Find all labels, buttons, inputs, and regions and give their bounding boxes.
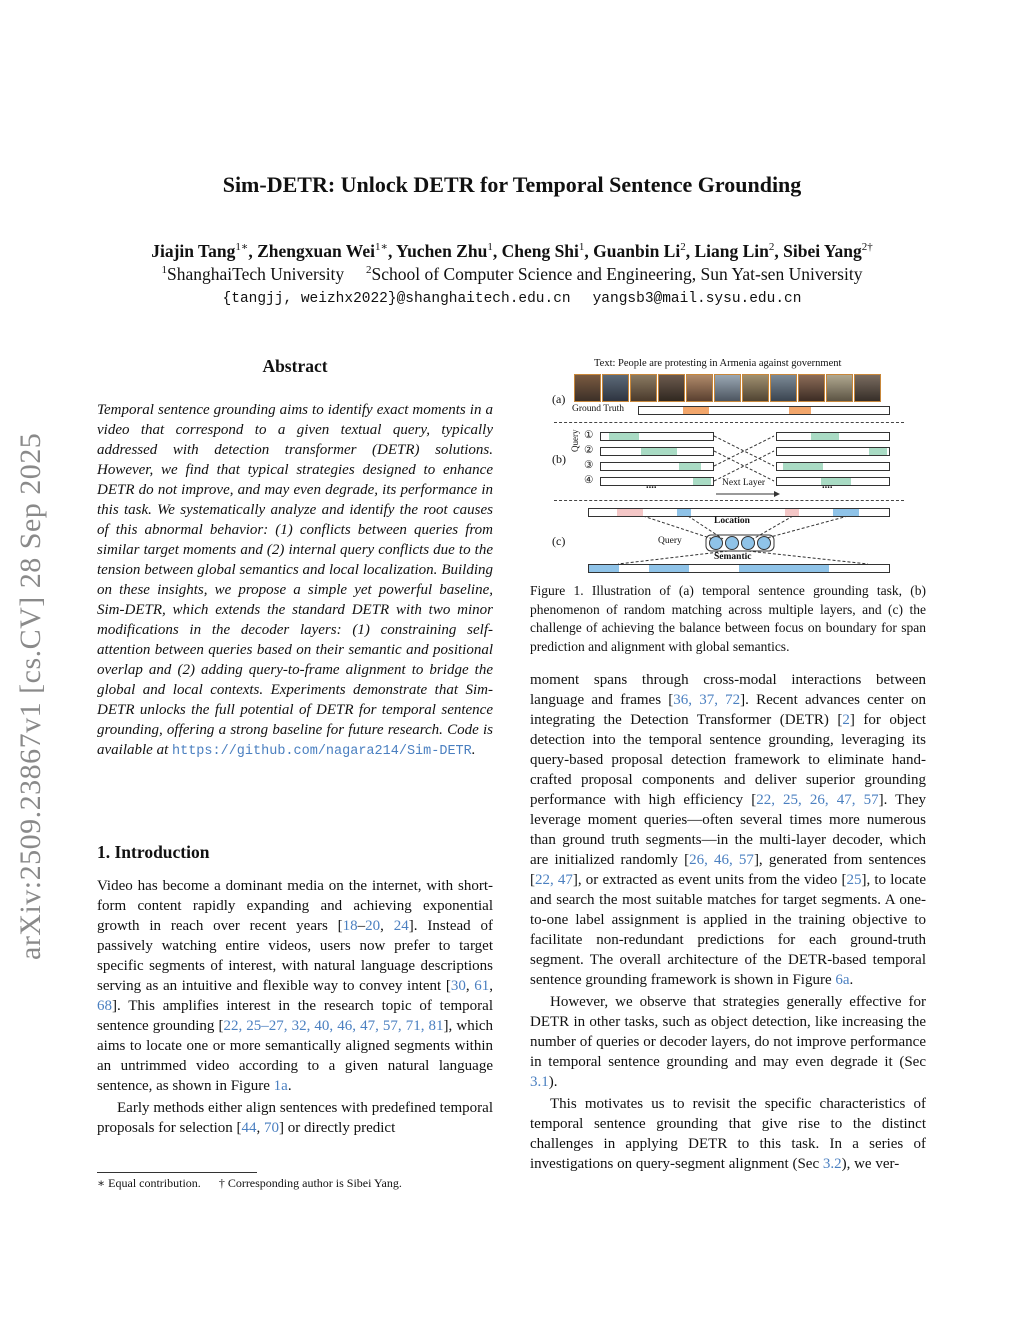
query-number: ④: [584, 475, 594, 486]
citation-link[interactable]: 24: [393, 918, 409, 934]
footnote: † Corresponding author is Sibei Yang.: [218, 1176, 402, 1190]
abstract-body: Temporal sentence grounding aims to identify exact moments in a video that correspond to a given textual query, typically addressed with detection transformer (DETR) solutions. However, we find that typical strategies designed to enhance DETR do not improve, and may even degrade, its performance in this task. We systematically analyze and identify the root causes of this abnormal behavior: (1) conflicts between queries from similar target moments and (2) internal query conflicts due to the tension between global semantics and local localization. Building on these insights, we propose a simple yet powerful baseline, Sim-DETR, which extends the standard DETR with two minor modifications in the decoder layers: (1) constraining self-attention between queries based on their semantic and positional overlap and (2) adding query-to-frame alignment to bridge the global and local contexts. Experiments demonstrate that Sim-DETR unlocks the full potential of DETR for temporal sentence grounding, offering a strong baseline for future research. Code is available at https://github.com/nagara214/Sim-DETR.: [97, 402, 493, 759]
citation-link[interactable]: 22, 25–27, 32, 40, 46, 47, 57, 71, 81: [223, 1018, 444, 1034]
affiliation: School of Computer Science and Engineering, Sun Yat-sen University: [371, 264, 863, 284]
section-link[interactable]: 3.1: [530, 1074, 549, 1090]
query-circle: [710, 537, 723, 550]
query-vertical-label: Query: [570, 429, 580, 452]
author-list: Jiajin Tang$^{1∗}$, Zhengxuan Wei$^{1∗}$, Yuchen Zhu$^1$, Cheng Shi$^1$, Guanbin Li$^2$, Liang Lin$^2$, Sibei Yang$^{2\dagger}$: [151, 240, 873, 261]
citation-link[interactable]: 2: [842, 712, 850, 728]
figure-link[interactable]: 1a: [273, 1078, 288, 1094]
paper-title: Sim-DETR: Unlock DETR for Temporal Sentence Grounding: [222, 172, 802, 197]
query-label: Query: [658, 536, 682, 546]
section-link[interactable]: 3.2: [822, 1156, 842, 1172]
query-circle: [758, 537, 771, 550]
email: {tangjj, weizhx2022}@shanghaitech.edu.cn: [222, 291, 571, 307]
query-number: ③: [584, 460, 594, 471]
figure-link[interactable]: 6a: [835, 972, 850, 988]
right-column-body: [530, 670, 926, 1174]
citation-link[interactable]: 68: [97, 998, 112, 1014]
author: Guanbin Li: [593, 240, 681, 261]
footnote-rule: [97, 1172, 257, 1173]
author: Sibei Yang: [783, 240, 862, 261]
citation-link[interactable]: 25: [846, 872, 862, 888]
affiliations: $^1$ShanghaiTech University $^2$School of Computer Science and Engineering, Sun Yat-sen University: [161, 264, 863, 284]
arrow-line: [748, 551, 868, 564]
arrow-line: [763, 516, 848, 539]
author: Zhengxuan Wei: [257, 240, 375, 261]
ground-truth-label: Ground Truth: [572, 404, 624, 414]
arxiv-stamp: arXiv:2509.23867v1 [cs.CV] 28 Sep 2025: [14, 432, 47, 960]
paragraph: This motivates us to revisit the specific characteristics of temporal sentence grounding that give rise to the distinct challenges in applying DETR to this task. In a series of investigations on query-segment alignment (Sec 3.2), we ver-: [530, 1096, 926, 1172]
code-link[interactable]: https://github.com/nagara214/Sim-DETR: [172, 744, 472, 759]
citation-link[interactable]: 30: [450, 978, 466, 994]
citation-link[interactable]: 20: [365, 918, 381, 934]
emails: [0, 291, 1024, 307]
citation-link[interactable]: 70: [264, 1120, 280, 1136]
ellipsis: ....: [646, 480, 657, 491]
citation-link[interactable]: 36, 37, 72: [673, 692, 741, 708]
arrow-line: [753, 516, 793, 539]
figure-label-c: (c): [552, 534, 566, 548]
paragraph: However, we observe that strategies generally effective for DETR in other tasks, such as object detection, like increasing the number of queries or decoder layers, do not improve performance in temporal sentence grounding and may even degrade it (Sec 3.1).: [530, 994, 926, 1090]
citation-link[interactable]: 22, 47: [535, 872, 573, 888]
abstract-heading: Abstract: [262, 356, 328, 376]
footnotes: [97, 1176, 402, 1191]
query-number: ②: [584, 445, 594, 456]
figure-caption: Figure 1. Illustration of (a) temporal sentence grounding task, (b) phenomenon of random matching across multiple layers, and (c) the challenge of achieving the balance between focus on boundary for span prediction and alignment with global semantics.: [530, 583, 926, 654]
paragraph: moment spans through cross-modal interactions between language and frames [36, 37, 72]. Recent advances center on integrating the Detection Transformer (DETR) [2] for object detection into the temporal sentence grounding, leveraging its query-based proposal detection framework to eliminate hand-crafted proposal components and deliver superior grounding performance with high efficiency [22, 25, 26, 47, 57]. They leverage moment queries—often several times more numerous than ground truth segments—in the multi-layer decoder, which are initialized randomly [26, 46, 57], generated from sentences [22, 47], or extracted as event units from the video [25], to locate and search the most suitable matches for target segments. A one-to-one label assignment is applied in the training objective to facilitate non-redundant predictions for each ground-truth segment. The overall architecture of the DETR-based temporal sentence grounding framework is shown in Figure 6a.: [530, 672, 927, 988]
figure-label-a: (a): [552, 392, 566, 406]
semantic-label: Semantic: [714, 552, 752, 562]
arrow-head: [774, 491, 780, 497]
ellipsis: ....: [822, 480, 833, 491]
author: Liang Lin: [694, 240, 769, 261]
author: Yuchen Zhu: [396, 240, 488, 261]
arrow-line: [618, 551, 728, 564]
query-circle: [742, 537, 755, 550]
paragraph: Early methods either align sentences with predefined temporal proposals for selection [44, 70] or directly predict: [97, 1100, 493, 1136]
author: Jiajin Tang: [151, 240, 236, 261]
footnote: ∗ Equal contribution.: [97, 1176, 201, 1190]
next-layer-label: Next Layer: [722, 478, 765, 488]
figure-1: [548, 356, 908, 576]
author: Cheng Shi: [501, 240, 579, 261]
citation-link[interactable]: 44: [241, 1120, 257, 1136]
citation-link[interactable]: 18: [342, 918, 358, 934]
affiliation: ShanghaiTech University: [167, 264, 345, 284]
divider: [554, 500, 904, 501]
figure-text-query: Text: People are protesting in Armenia against government: [594, 358, 842, 369]
paragraph: Video has become a dominant media on the internet, with short-form content rapidly expanding and achieving exponential growth in reach over recent years [18–20, 24]. Instead of passively watching entire videos, users now prefer to target specific segments of interest, with natural language descriptions serving as an intuitive and flexible way to convey intent [30, 61, 68]. This amplifies interest in the research topic of temporal sentence grounding [22, 25–27, 32, 40, 46, 47, 57, 71, 81], which aims to locate one or more semantically aligned segments within an untrimmed video according to a given natural language sentence, as shown in Figure 1a.: [97, 878, 494, 1094]
matching-arrows: [548, 356, 908, 576]
figure-label-b: (b): [552, 452, 566, 466]
citation-link[interactable]: 22, 25, 26, 47, 57: [756, 792, 879, 808]
semantic-bar: [588, 564, 890, 573]
location-label: Location: [714, 516, 750, 526]
intro-body: [97, 876, 493, 1138]
citation-link[interactable]: 61: [474, 978, 490, 994]
query-circle: [726, 537, 739, 550]
section-heading: 1. Introduction: [97, 842, 210, 862]
citation-link[interactable]: 26, 46, 57: [689, 852, 754, 868]
query-number: ①: [584, 430, 594, 441]
email: yangsb3@mail.sysu.edu.cn: [592, 291, 802, 307]
